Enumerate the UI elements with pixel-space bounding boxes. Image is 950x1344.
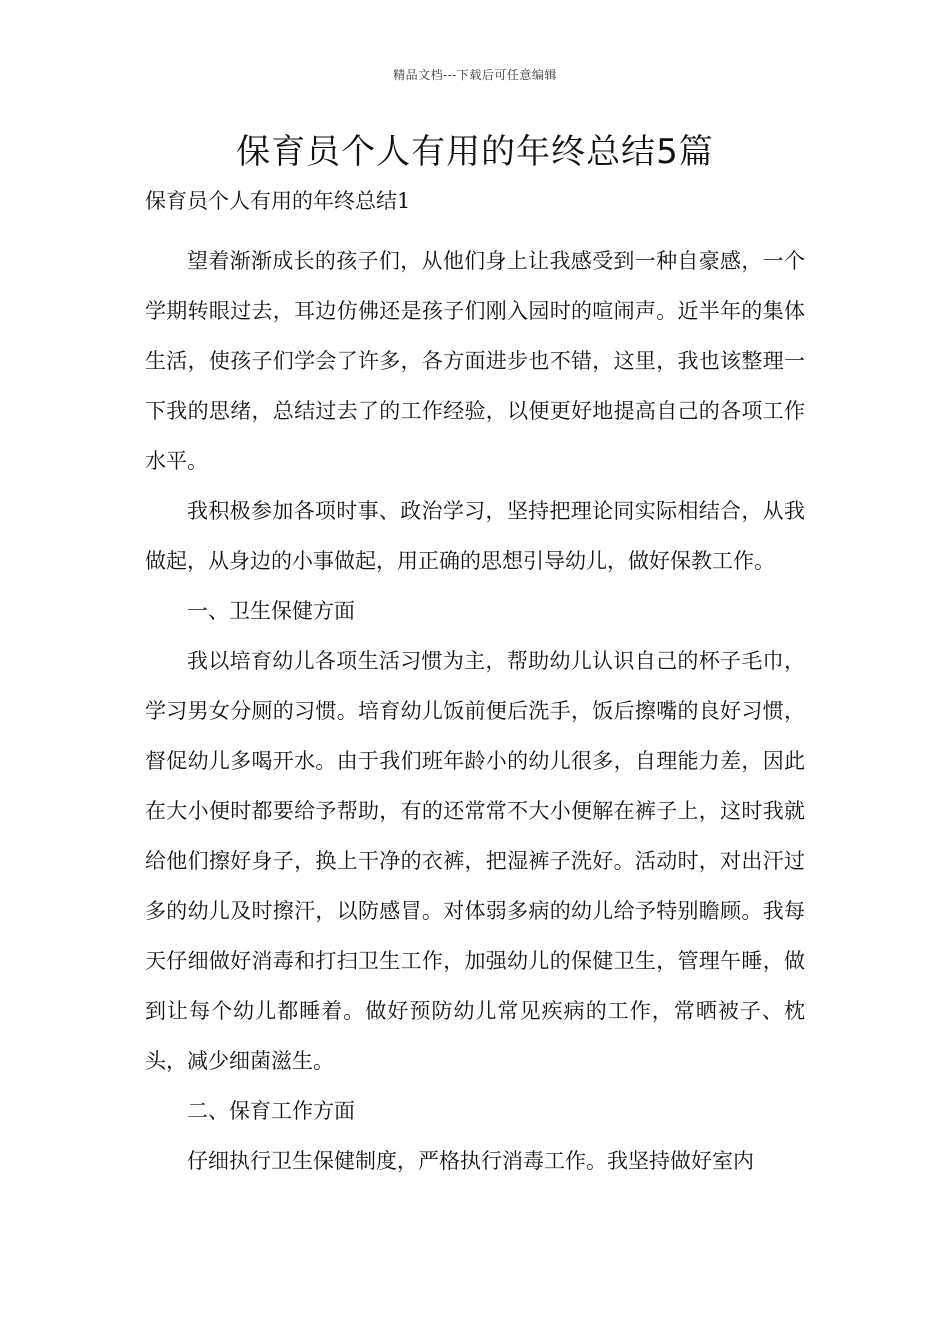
paragraph-childcare: 仔细执行卫生保健制度，严格执行消毒工作。我坚持做好室内 (187, 1149, 754, 1173)
document-body (145, 236, 805, 1186)
header-note: 精品文档---下载后可任意编辑 (393, 68, 557, 82)
section-title: 保育员个人有用的年终总结1 (145, 189, 411, 213)
subheading-childcare: 二、保育工作方面 (187, 1099, 355, 1123)
paragraph-study: 我积极参加各项时事、政治学习，坚持把理论同实际相结合，从我做起，从身边的小事做起，用正确的思想引导幼儿，做好保教工作。 (145, 499, 805, 573)
paragraph-intro: 望着渐渐成长的孩子们，从他们身上让我感受到一种自豪感，一个学期转眼过去，耳边仿佛还是孩子们刚入园时的喧闹声。近半年的集体生活，使孩子们学会了许多，各方面进步也不错，这里，我也该整理一下我的思绪，总结过去了的工作经验，以便更好地提高自己的各项工作水平。 (145, 249, 805, 473)
paragraph-hygiene: 我以培育幼儿各项生活习惯为主，帮助幼儿认识自己的杯子毛巾，学习男女分厕的习惯。培育幼儿饭前便后洗手，饭后擦嘴的良好习惯，督促幼儿多喝开水。由于我们班年龄小的幼儿很多，自理能力差，因此在大小便时都要给予帮助，有的还常常不大小便解在裤子上，这时我就给他们擦好身子，换上干净的衣裤，把湿裤子洗好。活动时，对出汗过多的幼儿及时擦汗，以防感冒。对体弱多病的幼儿给予特别瞻顾。我每天仔细做好消毒和打扫卫生工作，加强幼儿的保健卫生，管理午睡，做到让每个幼儿都睡着。做好预防幼儿常见疾病的工作，常晒被子、枕头，减少细菌滋生。 (145, 649, 805, 1073)
document-title: 保育员个人有用的年终总结5篇 (236, 132, 714, 172)
subheading-hygiene: 一、卫生保健方面 (187, 599, 355, 623)
